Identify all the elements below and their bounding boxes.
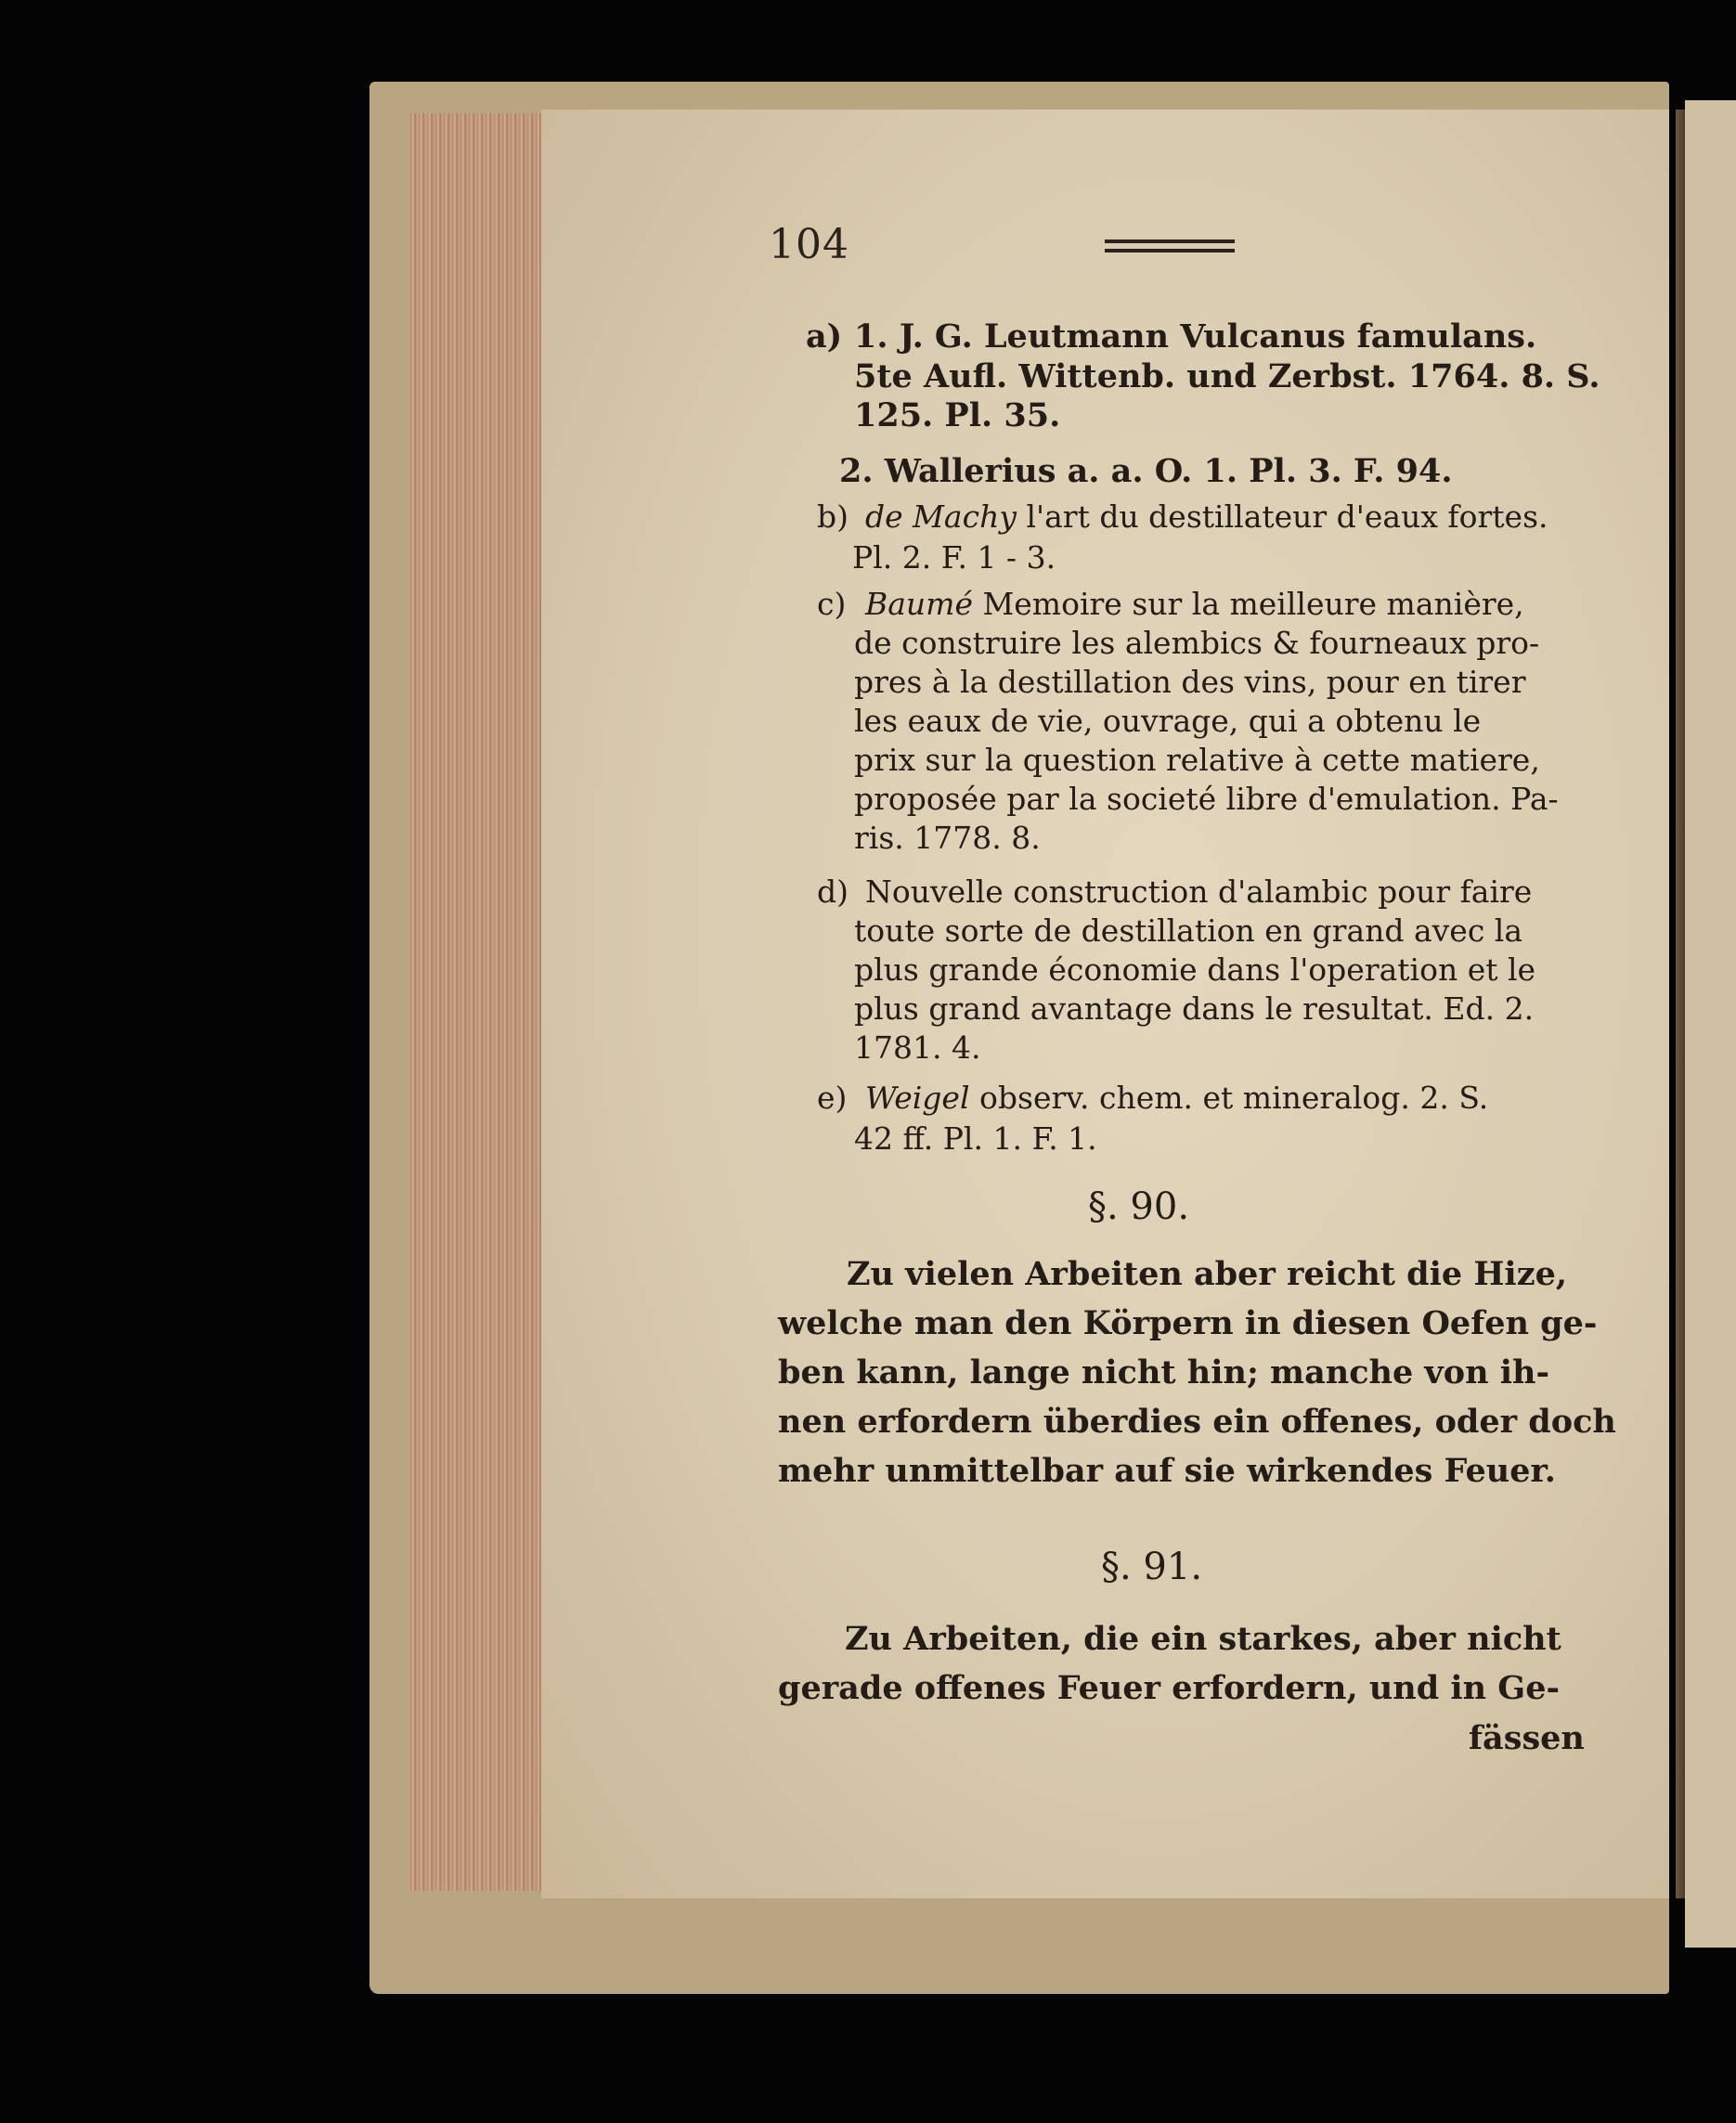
facing-page-edge xyxy=(1685,100,1736,1948)
note-d-line-1 xyxy=(817,874,1533,910)
note-b-line-1 xyxy=(817,498,1548,535)
note-d-label: d) xyxy=(817,874,849,910)
note-e-author: Weigel xyxy=(865,1080,970,1116)
note-c-label: c) xyxy=(817,586,847,622)
note-e-text-1: observ. chem. et mineralog. 2. S. xyxy=(969,1080,1489,1116)
note-b-line-2: Pl. 2. F. 1 - 3. xyxy=(852,539,1056,576)
note-a-line-2: 5te Aufl. Wittenb. und Zerbst. 1764. 8. S. xyxy=(854,357,1600,395)
note-d-line-2: toute sorte de destillation en grand avec la xyxy=(854,913,1523,949)
section-90-line-5: mehr unmittelbar auf sie wirkendes Feuer. xyxy=(778,1452,1556,1490)
note-a-line-3: 125. Pl. 35. xyxy=(854,396,1061,434)
section-91-line-2: gerade offenes Feuer erfordern, und in Ge- xyxy=(778,1669,1560,1707)
note-b-label: b) xyxy=(817,498,849,535)
section-91-heading: §. 91. xyxy=(1101,1546,1203,1588)
note-a-line-4: 2. Wallerius a. a. O. 1. Pl. 3. F. 94. xyxy=(839,452,1453,490)
note-e-line-2: 42 ff. Pl. 1. F. 1. xyxy=(854,1120,1097,1157)
note-a-line-1 xyxy=(806,317,1537,356)
note-c-author: Baumé xyxy=(865,586,973,622)
note-c-line-4: les eaux de vie, ouvrage, qui a obtenu le xyxy=(854,703,1482,739)
note-a-label: a) xyxy=(806,317,843,356)
note-c-line-3: pres à la destillation des vins, pour en tirer xyxy=(854,664,1526,700)
section-90-line-2: welche man den Körpern in diesen Oefen ge- xyxy=(778,1304,1598,1342)
note-c-line-5: prix sur la question relative à cette matiere, xyxy=(854,742,1540,778)
section-90-line-1: Zu vielen Arbeiten aber reicht die Hize, xyxy=(847,1255,1568,1293)
note-c-text-1: Memoire sur la meilleure manière, xyxy=(973,586,1524,622)
note-c-line-7: ris. 1778. 8. xyxy=(854,820,1041,856)
section-90-heading: §. 90. xyxy=(1088,1185,1190,1228)
section-90-line-3: ben kann, lange nicht hin; manche von ih- xyxy=(778,1353,1550,1392)
section-90-line-4: nen erfordern überdies ein offenes, oder doch xyxy=(778,1403,1616,1441)
note-e-line-1 xyxy=(817,1080,1489,1116)
page-number: 104 xyxy=(769,221,849,268)
note-b-author: de Machy xyxy=(865,498,1017,535)
section-91-line-1: Zu Arbeiten, die ein starkes, aber nicht xyxy=(845,1620,1561,1658)
note-c-line-1 xyxy=(817,586,1524,622)
note-d-line-3: plus grande économie dans l'operation et le xyxy=(854,951,1536,988)
note-a-text-1: 1. J. G. Leutmann Vulcanus famulans. xyxy=(854,317,1537,356)
note-b-text-1: l'art du destillateur d'eaux fortes. xyxy=(1017,498,1548,535)
note-d-line-5: 1781. 4. xyxy=(854,1029,981,1066)
catchword: fässen xyxy=(1469,1719,1585,1757)
note-c-line-6: proposée par la societé libre d'emulation. Pa- xyxy=(854,781,1559,817)
header-rule xyxy=(1105,239,1235,252)
page-edges-stack xyxy=(408,113,550,1891)
note-e-label: e) xyxy=(817,1080,848,1116)
note-d-text-1: Nouvelle construction d'alambic pour faire xyxy=(865,874,1533,910)
note-d-line-4: plus grand avantage dans le resultat. Ed. 2. xyxy=(854,990,1535,1027)
note-c-line-2: de construire les alembics & fourneaux pro- xyxy=(854,625,1540,661)
